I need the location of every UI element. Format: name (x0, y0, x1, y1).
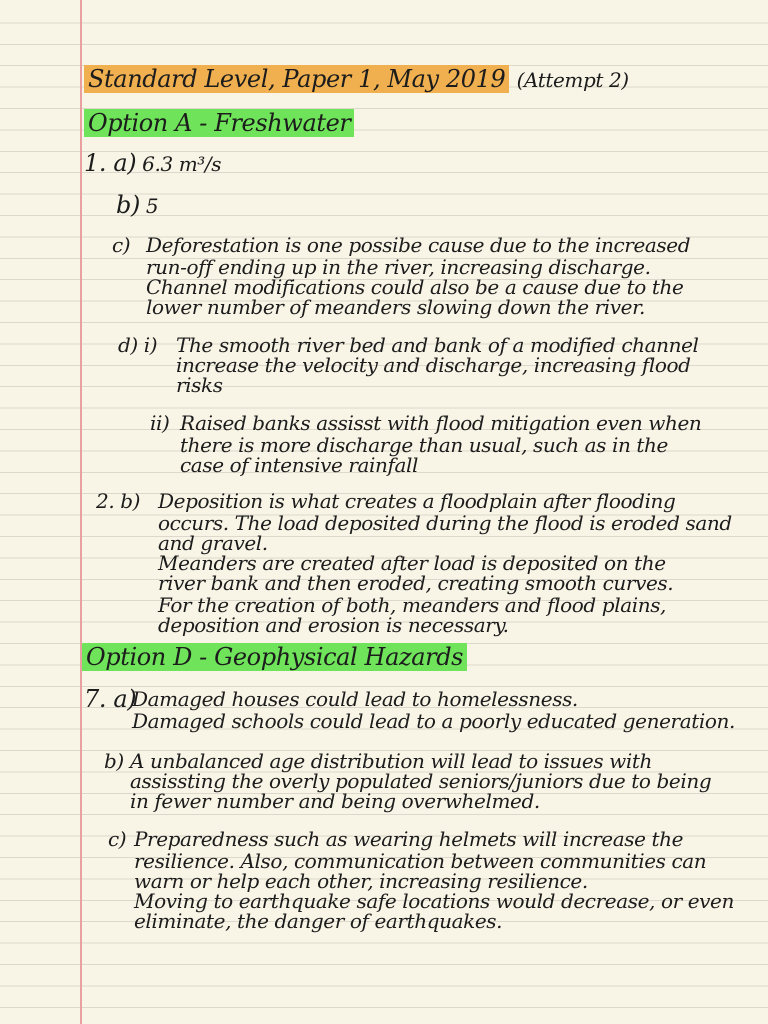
answer-2b-line: and gravel. (158, 531, 268, 555)
question-label-7b: b) (104, 749, 124, 773)
answer-1c-line: run-off ending up in the river, increasing discharge. (146, 255, 651, 279)
question-label-2b: 2. b) (96, 489, 141, 513)
answer-1a (84, 149, 222, 177)
question-label-1d-ii: ii) (150, 411, 170, 435)
answer-7c-line: Moving to earthquake safe locations would decrease, or even (134, 889, 734, 913)
question-label-1d-i: d) i) (118, 333, 158, 357)
answer-7c-line: eliminate, the danger of earthquakes. (134, 909, 503, 933)
question-label-1c: c) (112, 233, 131, 257)
margin-line (80, 0, 82, 1024)
answer-7c-line: resilience. Also, communication between communities can (134, 849, 707, 873)
answer-2b-line: Deposition is what creates a floodplain after flooding (158, 489, 676, 513)
answer-1c-line: lower number of meanders slowing down the river. (146, 295, 646, 319)
answer-7c-line: warn or help each other, increasing resilience. (134, 869, 588, 893)
section-heading-freshwater: Option A - Freshwater (84, 112, 354, 134)
question-label-7a: 7. a) (84, 685, 137, 713)
attempt-note: (Attempt 2) (516, 68, 629, 92)
answer-7a-line: Damaged houses could lead to homelessness. (132, 687, 578, 711)
question-label-7c: c) (108, 827, 127, 851)
answer-7b-line: A unbalanced age distribution will lead to issues with (130, 749, 652, 773)
section-heading-geophysical: Option D - Geophysical Hazards (82, 646, 467, 668)
title-text: Standard Level, Paper 1, May 2019 (84, 65, 509, 93)
answer-1d-i-line: The smooth river bed and bank of a modified channel (176, 333, 699, 357)
answer-2b-line: occurs. The load deposited during the flood is eroded sand (158, 511, 732, 535)
answer-1d-i-line: increase the velocity and discharge, increasing flood (176, 353, 691, 377)
answer-1d-i-line: risks (176, 373, 223, 397)
question-label: 1. a) (84, 149, 137, 177)
page-title (84, 65, 629, 93)
answer-1d-ii-line: case of intensive rainfall (180, 453, 419, 477)
answer-2b-line: river bank and then eroded, creating smooth curves. (158, 571, 674, 595)
answer-7b-line: assissting the overly populated seniors/juniors due to being (130, 769, 712, 793)
answer-7c-line: Preparedness such as wearing helmets will increase the (134, 827, 684, 851)
answer-1c-line: Deforestation is one possibe cause due to the increased (146, 233, 691, 257)
answer-1b (116, 191, 159, 219)
answer-text: 5 (145, 194, 159, 218)
answer-text: 6.3 m³/s (142, 152, 222, 176)
answer-2b-line: For the creation of both, meanders and flood plains, (158, 593, 667, 617)
answer-1d-ii-line: Raised banks assisst with flood mitigation even when (180, 411, 702, 435)
answer-1d-ii-line: there is more discharge than usual, such as in the (180, 433, 668, 457)
answer-7a-line: Damaged schools could lead to a poorly educated generation. (132, 709, 735, 733)
answer-2b-line: Meanders are created after load is deposited on the (158, 551, 666, 575)
answer-1c-line: Channel modifications could also be a cause due to the (146, 275, 684, 299)
question-label: b) (116, 191, 140, 219)
answer-7b-line: in fewer number and being overwhelmed. (130, 789, 540, 813)
answer-2b-line: deposition and erosion is necessary. (158, 613, 509, 637)
